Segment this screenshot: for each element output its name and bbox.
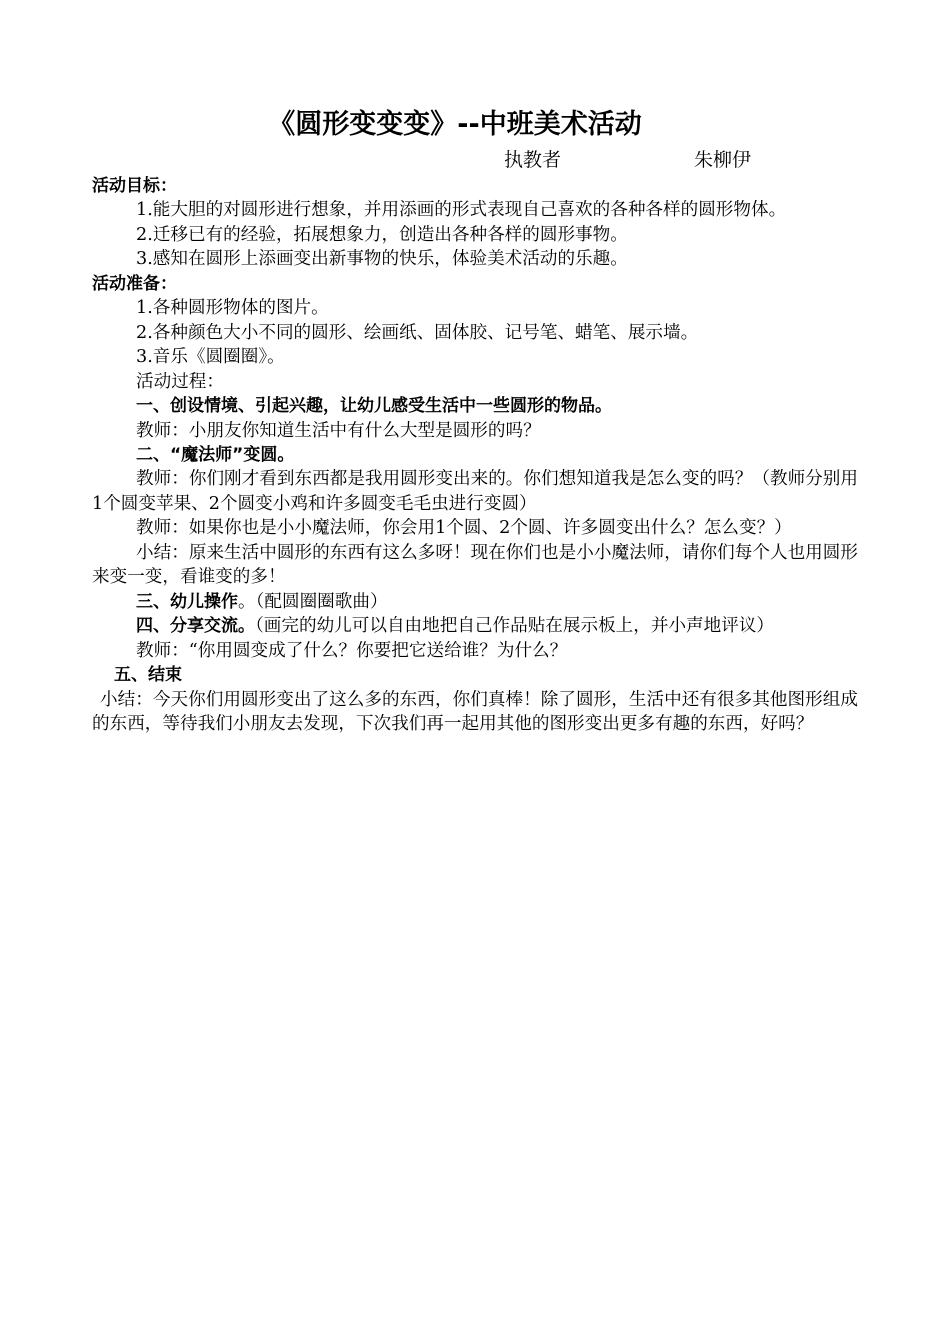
step5-title: 五、结束: [114, 665, 182, 686]
step4-teacher: 教师：“你用圆变成了什么？你要把它送给谁？为什么？: [136, 640, 568, 661]
goals-heading: 活动目标：: [92, 176, 177, 196]
step2-text: 教师：你们刚才看到东西都是我用圆形变出来的。你们想知道我是怎么变的吗？（教师分别用1个圆变苹果、2个圆变小鸡和许多圆变毛毛虫进行变圆）: [92, 469, 858, 514]
prep-item: 3.音乐《圆圈圈》。: [136, 347, 285, 368]
document-title: 《圆形变变变》--中班美术活动: [268, 109, 642, 140]
step2-summary: 小结：原来生活中圆形的东西有这么多呀！现在你们也是小小魔法师，请你们每个人也用圆形来变一变，看谁变的多！: [92, 542, 858, 588]
prep-item: 2.各种颜色大小不同的圆形、绘画纸、固体胶、记号笔、蜡笔、展示墙。: [136, 322, 699, 343]
prep-item: 1.各种圆形物体的图片。: [136, 298, 329, 319]
step3-title: 三、幼儿操作: [136, 591, 238, 612]
step3-paragraph: [92, 590, 858, 614]
process-heading: 活动过程：: [136, 371, 224, 392]
teacher-name: 朱柳伊: [694, 149, 752, 171]
conclusion-text: 小结：今天你们用圆形变出了这么多的东西，你们真棒！除了圆形，生活中还有很多其他图形组成的东西，等待我们小朋友去发现，下次我们再一起用其他的图形变出更多有趣的东西，好吗？: [92, 689, 858, 734]
prep-heading: 活动准备：: [92, 273, 177, 294]
teacher-label: 执教者: [504, 149, 562, 171]
step1-text: 教师：小朋友你知道生活中有什么大型是圆形的吗？: [136, 420, 541, 441]
step1-title: 一、创设情境、引起兴趣，让幼儿感受生活中一些圆形的物品。: [136, 396, 612, 417]
goal-item: 3.感知在圆形上添画变出新事物的快乐，体验美术活动的乐趣。: [136, 249, 628, 270]
step4-title: 四、分享交流。: [136, 616, 255, 637]
step2-text: 教师：如果你也是小小魔法师，你会用1个圆、2个圆、许多圆变出什么？怎么变？）: [136, 518, 792, 539]
step2-title: 二、“魔法师”变圆。: [136, 444, 295, 465]
step3-text: 。（配圆圈圈歌曲）: [238, 591, 388, 612]
goal-item: 2.迁移已有的经验，拓展想象力，创造出各种各样的圆形事物。: [136, 224, 628, 245]
step4-text: （画完的幼儿可以自由地把自己作品贴在展示板上，并小声地评议）: [255, 616, 775, 637]
document-body: [92, 174, 858, 736]
goal-item: 1.能大胆的对圆形进行想象，并用添画的形式表现自己喜欢的各种各样的圆形物体。: [136, 200, 787, 221]
step4-paragraph: [92, 614, 858, 638]
